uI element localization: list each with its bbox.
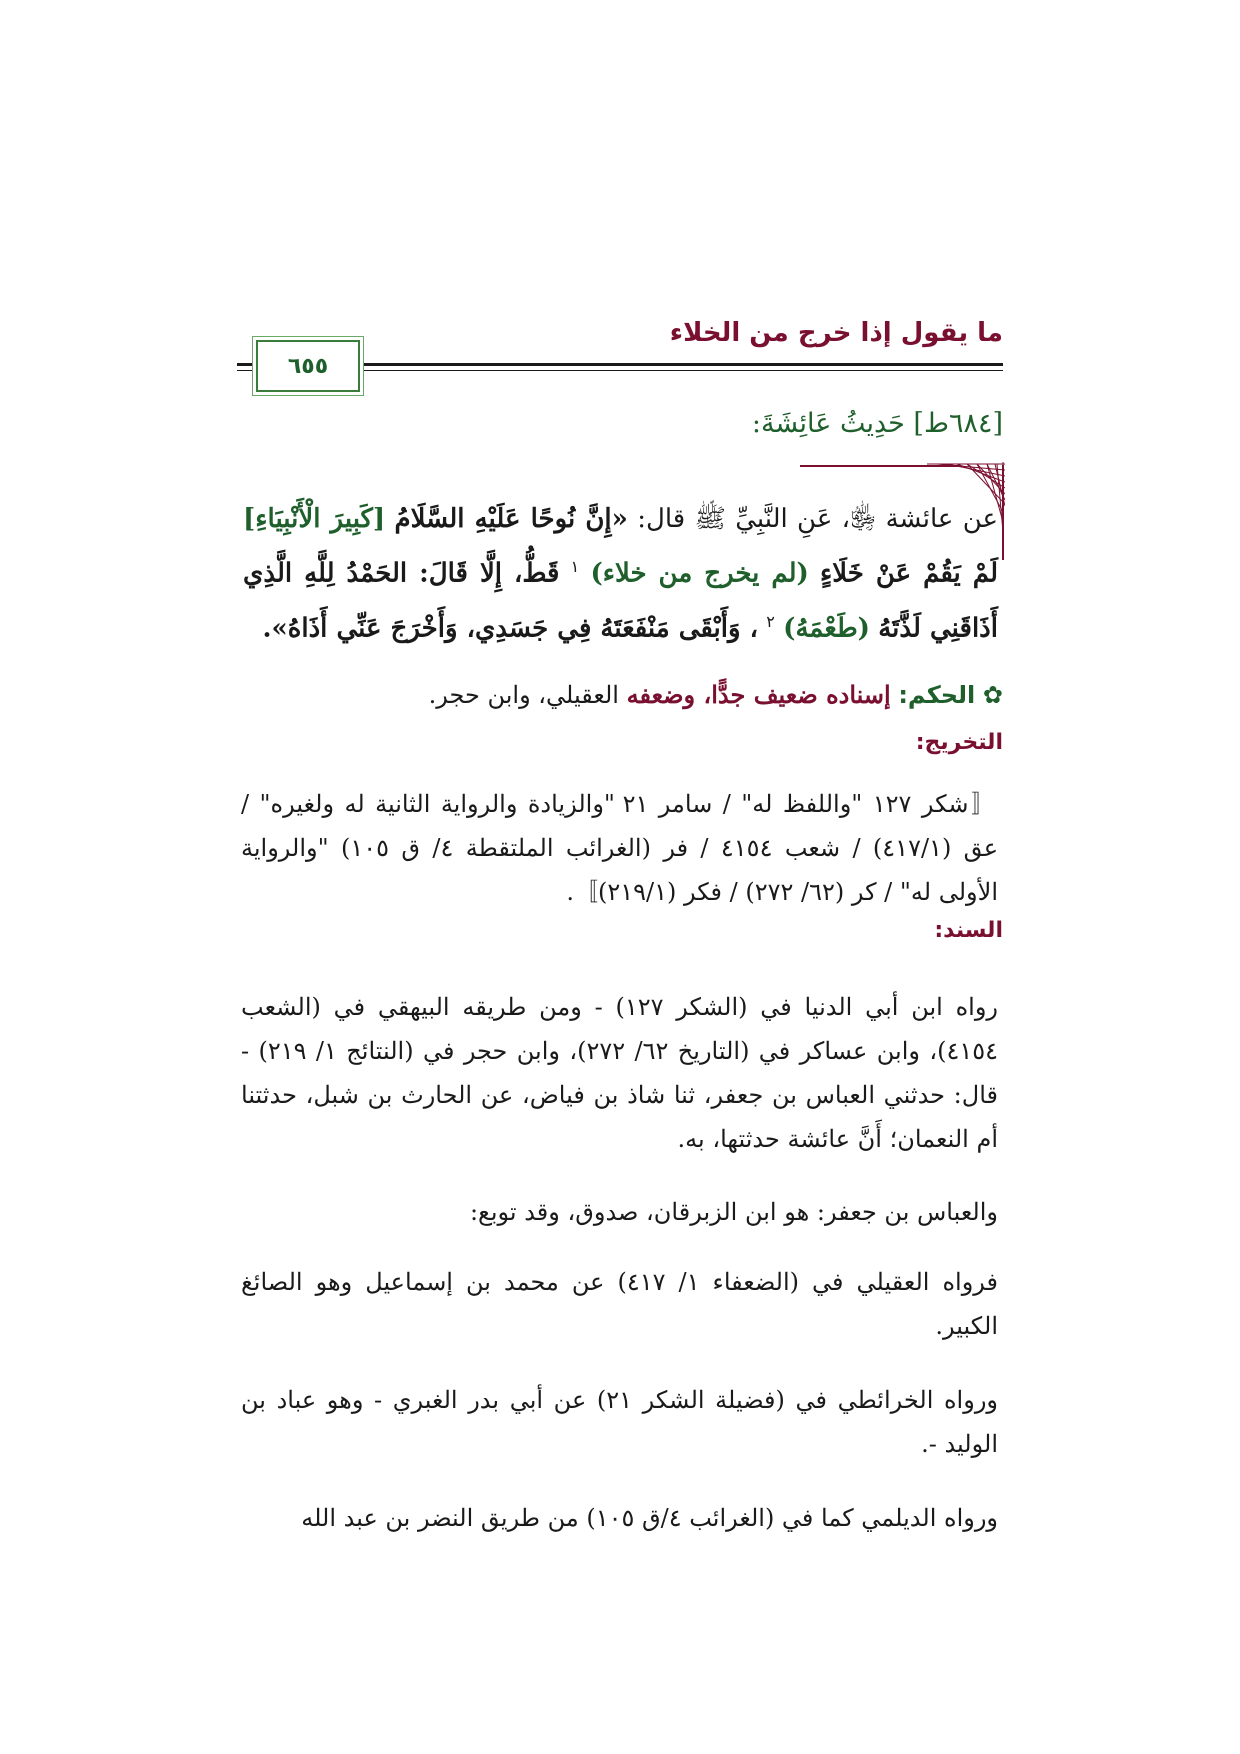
hadith-intro: عن عائشة ﵂، عَنِ النَّبِيِّ ﷺ قال: — [637, 504, 999, 534]
running-title: ما يقول إذا خرج من الخلاء — [669, 318, 1003, 348]
sanad-paragraph-4: ورواه الخرائطي في (فضيلة الشكر ٢١) عن أبي بدر الغبري - وهو عباد بن الوليد -. — [241, 1386, 998, 1458]
ruling-label: الحكم: — [898, 681, 976, 709]
sanad-paragraph-3: فرواه العقيلي في (الضعفاء ١/ ٤١٧) عن محمد بن إسماعيل وهو الصائغ الكبير. — [241, 1268, 999, 1340]
footnote-marker-2: ٢ — [766, 611, 775, 631]
page-number-badge — [256, 340, 360, 392]
flower-icon: ✿ — [982, 681, 1003, 709]
footnote-marker-1: ١ — [570, 557, 580, 576]
ruling-verdict: إسناده ضعيف جدًّا، وضعفه — [626, 680, 891, 709]
hadith-text — [243, 495, 998, 652]
hadith-matn-3: قَطُّ، إِلَّا قَالَ: الحَمْدُ لِلَّهِ الَّذِي أَذَاقَنِي لَذَّتَهُ — [243, 558, 998, 644]
ruling-line — [237, 680, 1003, 709]
hadith-matn-4: ، وَأَبْقَى مَنْفَعَتَهُ فِي جَسَدِي، وَأَخْرَجَ عَنِّي أَذَاهُ». — [262, 613, 759, 644]
sanad-paragraph-5: ورواه الديلمي كما في (الغرائب ٤/ق ١٠٥) من طريق النضر بن عبد الله — [301, 1504, 998, 1532]
hadith-matn-2: لَمْ يَقُمْ عَنْ خَلَاءٍ — [820, 558, 998, 589]
sanad-label: السند: — [934, 918, 1003, 943]
hadith-matn-1: «إِنَّ نُوحًا عَلَيْهِ السَّلَامُ — [394, 504, 628, 534]
takhrij-label: التخريج: — [915, 730, 1003, 755]
hadith-heading: [٦٨٤ط] حَدِيثُ عَائِشَةَ: — [751, 408, 1003, 439]
ruling-rest: العقيلي، وابن حجر. — [428, 681, 619, 709]
hadith-variant-2: (طَعْمَهُ) — [783, 613, 870, 644]
sanad-paragraph-1: رواه ابن أبي الدنيا في (الشكر ١٢٧) - ومن طريقه البيهقي في (الشعب ٤١٥٤)، وابن عساكر في (التاريخ ٦٢/ ٢٧٢)، وابن حجر في (النتائج ١/ ٢١٩) - قال: حدثني العباس بن جعفر، ثنا شاذ بن فياض، عن الحارث بن شبل، حدثتنا أم النعمان؛ أَنَّ عائشة حدثتها، به. — [241, 993, 999, 1153]
hadith-addition-1: [كَبِيرَ الْأَنْبِيَاءِ] — [243, 504, 386, 534]
sanad-paragraph-2: والعباس بن جعفر: هو ابن الزبرقان، صدوق، وقد توبع: — [469, 1198, 998, 1226]
takhrij-text: 〚شكر ١٢٧ "واللفظ له" / سامر ٢١ "والزيادة والرواية الثانية له ولغيره" / عق (٤١٧/١) / شعب ٤١٥٤ / فر (الغرائب الملتقطة ٤/ ق ١٠٥) "والرواية الأولى له" / كر (٦٢/ ٢٧٢) / فكر (٢١٩/١)〛. — [241, 790, 999, 906]
page-number: ٦٥٥ — [287, 353, 329, 379]
hadith-variant-1: (لم يخرج من خلاء) — [590, 558, 809, 589]
